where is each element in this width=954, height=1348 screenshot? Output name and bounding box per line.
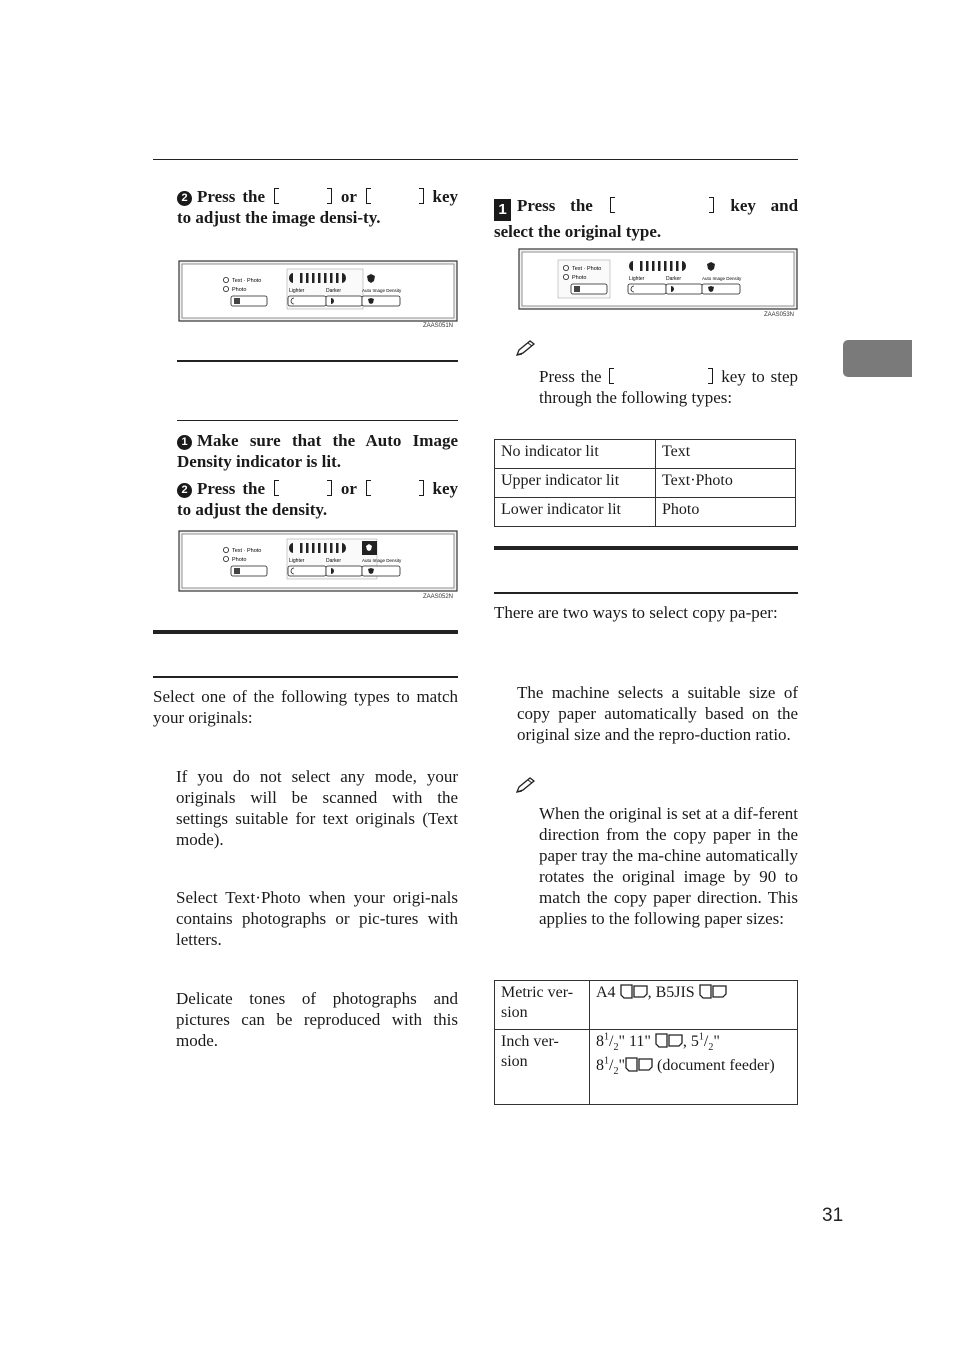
step-number: 1 — [177, 435, 192, 450]
step-1-select-original-type: 1 Press the key and select the original type. — [494, 196, 799, 241]
svg-text:Photo: Photo — [232, 557, 247, 563]
portrait-paper-icon — [620, 984, 633, 999]
figure-id: ZAAS051N — [423, 323, 454, 329]
auto-density-label: Auto Image Density — [362, 288, 402, 293]
svg-text:Lighter: Lighter — [629, 276, 645, 282]
original-types-intro: Select one of the following types to match your originals: — [153, 687, 458, 727]
original-type-key-bracket — [608, 197, 716, 213]
table-cell: Text — [656, 440, 796, 469]
control-panel-illustration-1 — [178, 260, 458, 322]
control-panel-illustration-2 — [178, 530, 458, 592]
inch-size-line-2: $8^1/_2$" (document feeder) — [596, 1055, 775, 1078]
chapter-tab — [843, 340, 912, 377]
original-type-key-bracket — [607, 368, 715, 384]
svg-text:Text · Photo: Text · Photo — [572, 266, 602, 272]
table-cell: Inch ver-sion — [495, 1030, 590, 1105]
landscape-paper-icon — [712, 985, 727, 998]
table-row — [495, 440, 796, 469]
section-rule-thin — [177, 360, 458, 362]
table-cell: A4 , B5JIS — [590, 981, 798, 1030]
step-1-auto-density: 1 Make sure that the Auto Image Density indicator is lit. — [177, 431, 458, 471]
figure-id: ZAAS052N — [423, 594, 454, 600]
table-cell: Metric ver-sion — [495, 981, 590, 1030]
table-row — [495, 498, 796, 527]
svg-text:Darker: Darker — [326, 558, 342, 564]
svg-text:Auto Image Density: Auto Image Density — [702, 276, 742, 281]
note-pencil-icon — [515, 777, 537, 795]
landscape-paper-icon — [638, 1058, 653, 1071]
section-rule-thin — [153, 676, 458, 678]
original-types-table — [494, 439, 796, 527]
table-cell: Text·Photo — [656, 469, 796, 498]
svg-text:Lighter: Lighter — [289, 558, 305, 564]
table-cell — [590, 1030, 798, 1105]
step-number: 2 — [177, 483, 192, 498]
text-photo-label: Text · Photo — [232, 278, 262, 284]
portrait-paper-icon — [655, 1033, 668, 1048]
landscape-paper-icon — [668, 1034, 683, 1047]
svg-text:Darker: Darker — [666, 276, 682, 282]
lighter-key-bracket — [272, 480, 334, 496]
figure-id: ZAAS053N — [764, 312, 795, 318]
control-panel-illustration-3 — [518, 248, 798, 310]
inch-size-line-1: $8^1/_2$" 11" , $5^1/_2$" — [596, 1031, 720, 1054]
text-mode-description: If you do not select any mode, your originals will be scanned with the settings suitable for text originals (Text mode). — [176, 767, 458, 849]
portrait-paper-icon — [625, 1057, 638, 1072]
paper-sizes-table — [494, 980, 798, 1105]
landscape-paper-icon — [633, 985, 648, 998]
note-step-types: Press the key to step through the following types: — [539, 367, 799, 407]
section-rule-thin — [494, 592, 798, 594]
table-row — [495, 981, 798, 1030]
svg-text:Photo: Photo — [572, 275, 587, 281]
note-pencil-icon — [515, 340, 537, 358]
photo-mode-description: Delicate tones of photographs and pictures can be reproduced with this mode. — [176, 989, 458, 1050]
step-number: 1 — [494, 199, 511, 221]
section-rule-thick — [494, 546, 798, 550]
step-number: 2 — [177, 191, 192, 206]
paper-selection-intro: There are two ways to select copy pa-per: — [494, 603, 778, 622]
lighter-key-bracket — [272, 188, 334, 204]
table-row — [495, 1030, 798, 1105]
section-rule-thick — [153, 630, 458, 634]
photo-label: Photo — [232, 287, 247, 293]
svg-text:Auto Image Density: Auto Image Density — [362, 558, 402, 563]
section-rule-thin — [177, 420, 458, 421]
lighter-label: Lighter — [289, 288, 305, 294]
page-number: 31 — [822, 1205, 844, 1226]
table-cell: Lower indicator lit — [495, 498, 656, 527]
table-cell: Photo — [656, 498, 796, 527]
svg-text:Text · Photo: Text · Photo — [232, 548, 262, 554]
text-photo-mode-description: Select Text·Photo when your origi-nals contains photographs or pic-tures with letters. — [176, 888, 458, 949]
auto-paper-description: The machine selects a suitable size of copy paper automatically based on the original size and the repro-duction ratio. — [517, 683, 798, 744]
header-rule — [153, 159, 798, 160]
step-2-adjust-density: 2 Press the or key to adjust the density. — [177, 479, 458, 519]
step-2-adjust-image-density: 2 Press the or key to adjust the image densi-ty. — [177, 187, 458, 227]
portrait-paper-icon — [699, 984, 712, 999]
table-cell: No indicator lit — [495, 440, 656, 469]
rotation-note: When the original is set at a dif-ferent direction from the copy paper in the paper tray the ma-chine automatically rotates the original image by 90 to match the copy paper direction. This applies to the following paper sizes: — [539, 804, 798, 928]
table-cell: Upper indicator lit — [495, 469, 656, 498]
darker-label: Darker — [326, 288, 342, 294]
table-row — [495, 469, 796, 498]
darker-key-bracket — [364, 188, 426, 204]
darker-key-bracket — [364, 480, 426, 496]
